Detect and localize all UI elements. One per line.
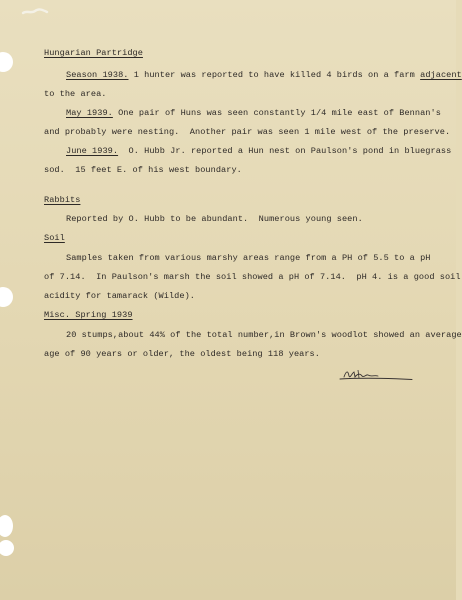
season-1938-text-cont: to the area. [44,89,107,99]
may-1939-text-cont: and probably were nesting. Another pair was seen 1 mile west of the preserve. [44,127,451,137]
soil-text-3: acidity for tamarack (Wilde). [44,291,196,301]
soil-text-1: Samples taken from various marshy areas range from a PH of 5.5 to a pH [66,253,431,263]
season-1938-text: 1 hunter was reported to have killed 4 birds on a farm [128,70,421,80]
june-1939-label: June 1939. [66,146,119,156]
season-1938-label: Season 1938. [66,70,129,80]
june-1939-text: O. Hubb Jr. reported a Hun nest on Paulson's pond in bluegrass [118,146,452,156]
season-1938-line [66,70,462,81]
adjacent-word: adjacent [420,70,462,80]
rabbits-text: Reported by O. Hubb to be abundant. Numerous young seen. [66,214,363,224]
corner-ink-mark [22,8,48,16]
punch-hole-middle [0,287,13,307]
june-1939-line [66,146,451,157]
soil-text-2: of 7.14. In Paulson's marsh the soil showed a pH of 7.14. pH 4. is a good soil [44,272,461,282]
handwritten-signature [338,368,414,382]
misc-text-2: age of 90 years or older, the oldest being 118 years. [44,349,320,359]
hungarian-partridge-heading: Hungarian Partridge [44,48,143,58]
punch-hole-top [0,52,13,72]
punch-hole-bottom-torn [0,515,13,537]
may-1939-line [66,108,441,119]
rabbits-heading: Rabbits [44,195,81,205]
punch-hole-bottom [0,540,14,556]
soil-heading: Soil [44,233,65,243]
may-1939-label: May 1939. [66,108,113,118]
misc-spring-1939-heading: Misc. Spring 1939 [44,310,133,320]
june-1939-text-cont: sod. 15 feet E. of his west boundary. [44,165,242,175]
misc-text-1: 20 stumps,about 44% of the total number,in Brown's woodlot showed an average [66,330,462,340]
may-1939-text: One pair of Huns was seen constantly 1/4 mile east of Bennan's [112,108,441,118]
